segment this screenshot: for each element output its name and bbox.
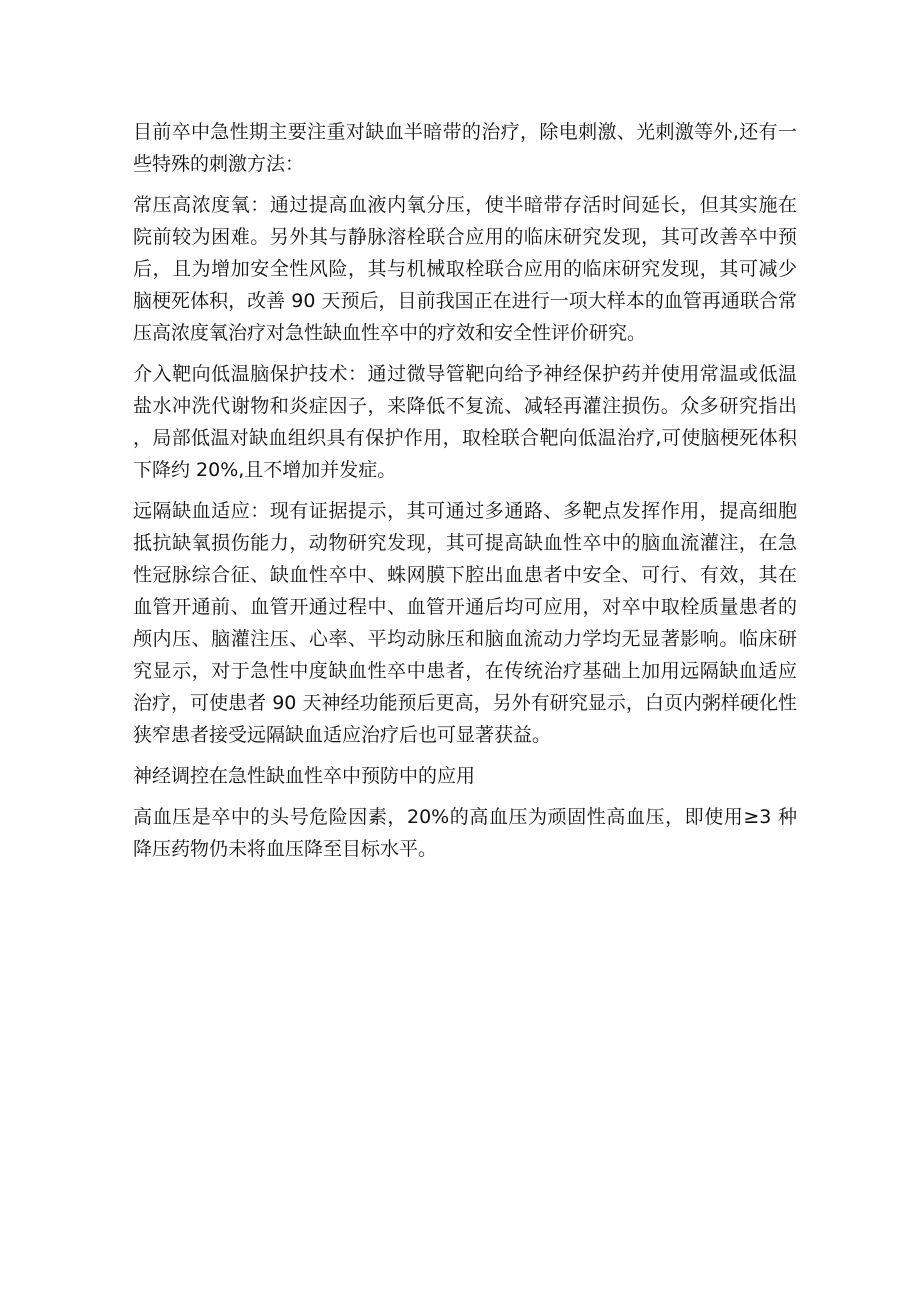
section-heading: 神经调控在急性缺血性卒中预防中的应用 (133, 765, 476, 787)
paragraph-targeted-hypothermia: 介入靶向低温脑保护技术：通过微导管靶向给予神经保护药并使用常温或低温盐水冲洗代谢物和炎症因子，来降低不复流、减轻再灌注损伤。众多研究指出，局部低温对缺血组织具有保护作用，取栓联合靶向低温治疗,可使脑梗死体积下降约 20%,且不增加并发症。 (133, 363, 797, 481)
paragraph-intro: 目前卒中急性期主要注重对缺血半暗带的治疗，除电刺激、光刺激等外,还有一些特殊的刺激方法： (133, 121, 797, 175)
paragraph-normobaric-oxygen: 常压高浓度氧：通过提高血液内氧分压，使半暗带存活时间延长，但其实施在院前较为困难。另外其与静脉溶栓联合应用的临床研究发现，其可改善卒中预后，且为增加安全性风险，其与机械取栓联合应用的临床研究发现，其可减少脑梗死体积，改善 90 天预后，目前我国正在进行一项大样本的血管再通联合常压高浓度氧治疗对急性缺血性卒中的疗效和安全性评价研究。 (133, 194, 797, 344)
document-body (133, 116, 797, 874)
paragraph-hypertension: 高血压是卒中的头号危险因素，20%的高血压为顽固性高血压，即使用≥3 种降压药物仍未将血压降至目标水平。 (133, 806, 797, 860)
paragraph-remote-ischemic-conditioning: 远隔缺血适应：现有证据提示，其可通过多通路、多靶点发挥作用，提高细胞抵抗缺氧损伤能力，动物研究发现，其可提高缺血性卒中的脑血流灌注，在急性冠脉综合征、缺血性卒中、蛛网膜下腔出血患者中安全、可行、有效，其在血管开通前、血管开通过程中、血管开通后均可应用，对卒中取栓质量患者的颅内压、脑灌注压、心率、平均动脉压和脑血流动力学均无显著影响。临床研究显示，对于急性中度缺血性卒中患者，在传统治疗基础上加用远隔缺血适应治疗，可使患者 90 天神经功能预后更高，另外有研究显示，白页内粥样硬化性狭窄患者接受远隔缺血适应治疗后也可显著获益。 (133, 500, 797, 746)
